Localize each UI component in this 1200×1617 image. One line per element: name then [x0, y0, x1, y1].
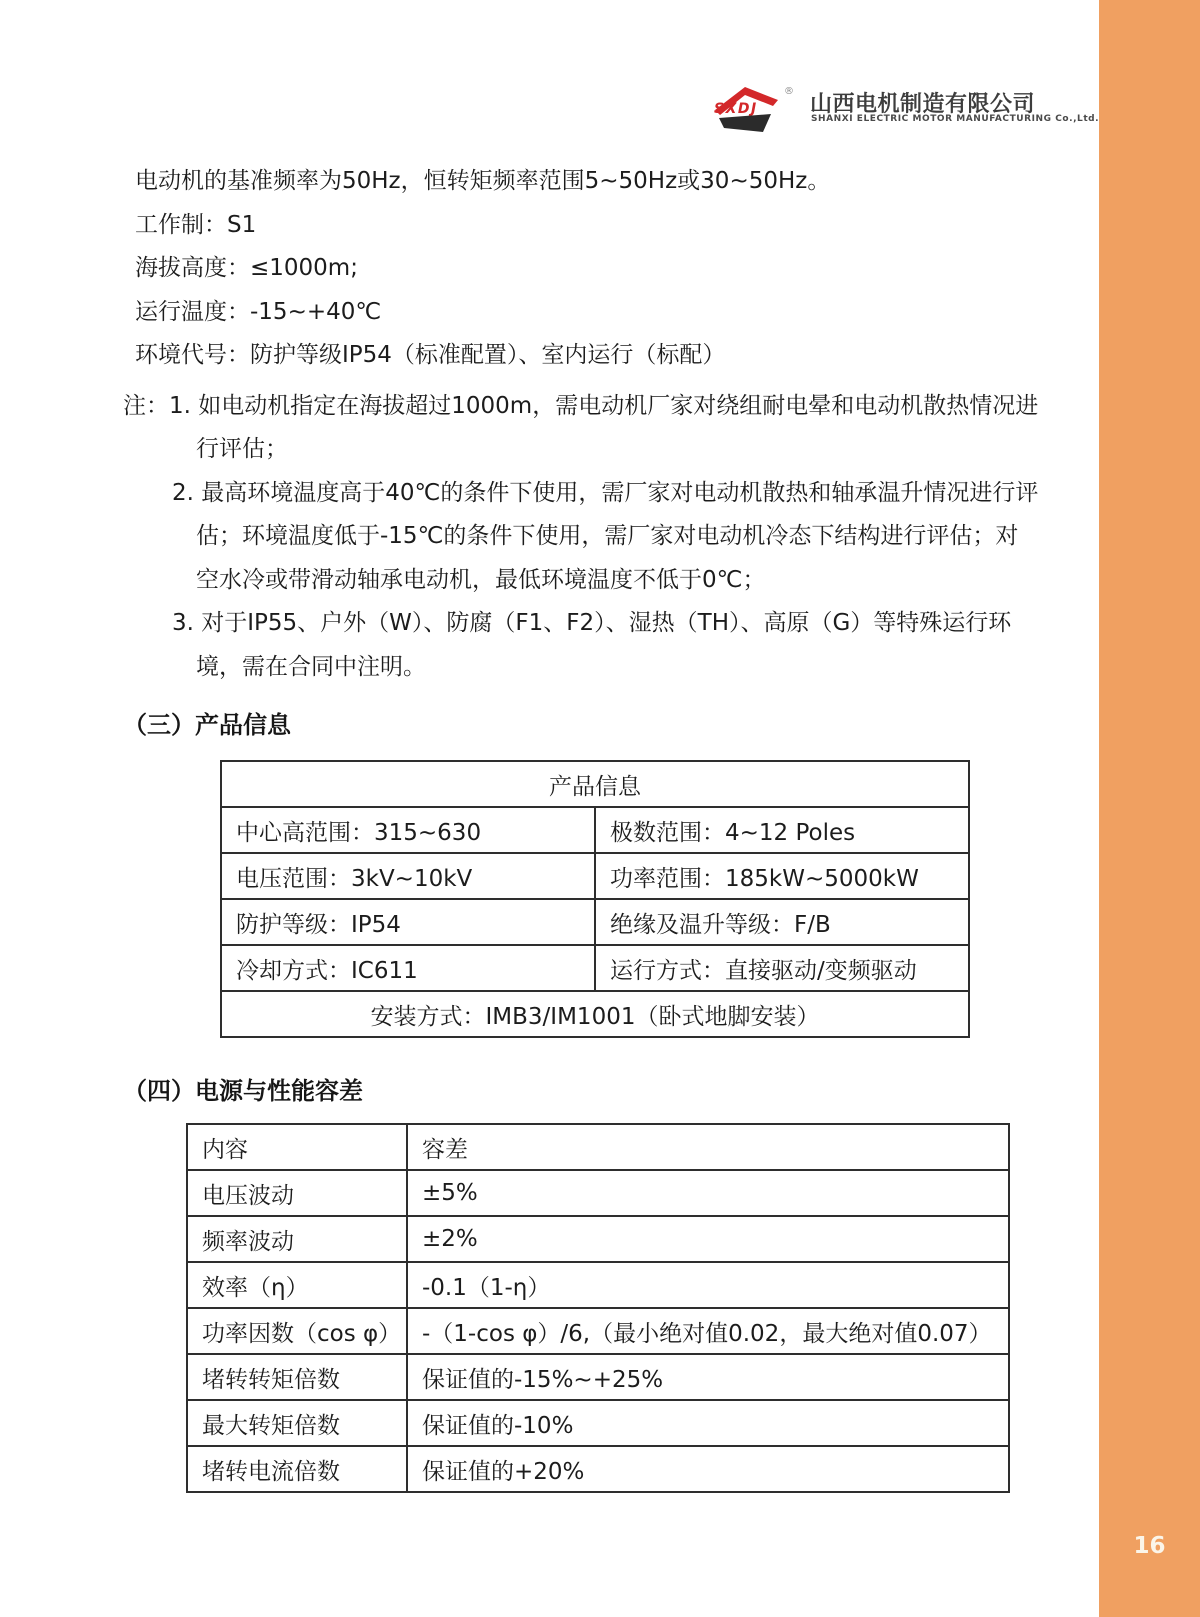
cell-max-torque-label: 最大转矩倍数 — [187, 1400, 407, 1446]
cell-power-factor-value: -（1-cos φ）/6,（最小绝对值0.02，最大绝对值0.07） — [407, 1308, 1009, 1354]
note-2-line-2: 估；环境温度低于-15℃的条件下使用，需厂家对电动机冷态下结构进行评估；对 — [196, 523, 1019, 549]
note-3-line-2: 境，需在合同中注明。 — [196, 653, 426, 680]
tolerance-table — [186, 1123, 1010, 1493]
note-2-line-1: 2. 最高环境温度高于40℃的条件下使用，需厂家对电动机散热和轴承温升情况进行评 — [172, 479, 1039, 506]
table-row — [187, 1216, 1009, 1262]
cell-insulation: 绝缘及温升等级：F/B — [595, 899, 969, 945]
page-number: 16 — [1133, 1533, 1166, 1559]
cell-efficiency-label: 效率（η） — [187, 1262, 407, 1308]
table-row — [221, 807, 969, 853]
spec-line-temperature: 运行温度：-15~+40℃ — [135, 298, 382, 325]
sxdj-logo-icon — [700, 82, 800, 140]
cell-voltage-range: 电压范围：3kV~10kV — [221, 853, 595, 899]
note-1-line-1: 注：1. 如电动机指定在海拔超过1000m，需电动机厂家对绕组耐电晕和电动机散热情况进 — [123, 392, 1039, 419]
table-row — [221, 945, 969, 991]
cell-locked-rotor-current-value: 保证值的+20% — [407, 1446, 1009, 1492]
cell-efficiency-value: -0.1（1-η） — [407, 1262, 1009, 1308]
table-row — [187, 1446, 1009, 1492]
table-row — [187, 1262, 1009, 1308]
spec-line-environment: 环境代号：防护等级IP54（标准配置）、室内运行（标配） — [135, 342, 726, 368]
cell-locked-rotor-torque-value: 保证值的-15%~+25% — [407, 1354, 1009, 1400]
cell-voltage-fluctuation-value: ±5% — [407, 1170, 1009, 1216]
product-info-table — [220, 760, 970, 1038]
registered-trademark-icon: ® — [784, 86, 794, 97]
company-name-en: SHANXI ELECTRIC MOTOR MANUFACTURING Co.,Ltd. — [811, 114, 1100, 124]
cell-protection: 防护等级：IP54 — [221, 899, 595, 945]
table-row — [187, 1354, 1009, 1400]
header-tolerance: 容差 — [407, 1124, 1009, 1170]
company-name-cn: 山西电机制造有限公司 — [810, 92, 1036, 117]
cell-pole-range: 极数范围：4~12 Poles — [595, 807, 969, 853]
spec-line-duty: 工作制：S1 — [135, 211, 257, 238]
cell-locked-rotor-torque-label: 堵转转矩倍数 — [187, 1354, 407, 1400]
cell-max-torque-value: 保证值的-10% — [407, 1400, 1009, 1446]
page-side-band — [1099, 0, 1200, 1617]
table-row — [187, 1400, 1009, 1446]
note-3-line-1: 3. 对于IP55、户外（W）、防腐（F1、F2）、湿热（TH）、高原（G）等特殊运行环 — [172, 610, 1012, 636]
logo-mark-text: SXDJ — [714, 101, 758, 117]
cell-power-factor-label: 功率因数（cos φ） — [187, 1308, 407, 1354]
cell-frequency-fluctuation-label: 频率波动 — [187, 1216, 407, 1262]
spec-line-frequency: 电动机的基准频率为50Hz，恒转矩频率范围5~50Hz或30~50Hz。 — [135, 168, 831, 194]
table-row — [187, 1170, 1009, 1216]
table-row — [187, 1308, 1009, 1354]
body-text — [123, 160, 1085, 689]
table-row — [221, 853, 969, 899]
table-row — [221, 761, 969, 807]
table-row — [221, 899, 969, 945]
table-header-row — [187, 1124, 1009, 1170]
cell-frequency-fluctuation-value: ±2% — [407, 1216, 1009, 1262]
header-content: 内容 — [187, 1124, 407, 1170]
spec-line-altitude: 海拔高度：≤1000m; — [135, 255, 358, 281]
cell-power-range: 功率范围：185kW~5000kW — [595, 853, 969, 899]
section-4-heading: （四）电源与性能容差 — [123, 1077, 363, 1105]
cell-drive-mode: 运行方式：直接驱动/变频驱动 — [595, 945, 969, 991]
cell-center-height: 中心高范围：315~630 — [221, 807, 595, 853]
note-2-line-3: 空水冷或带滑动轴承电动机，最低环境温度不低于0℃； — [196, 566, 766, 593]
product-table-title: 产品信息 — [221, 761, 969, 807]
note-1-line-2: 行评估； — [196, 436, 288, 462]
cell-mounting: 安装方式：IMB3/IM1001（卧式地脚安装） — [221, 991, 969, 1037]
cell-voltage-fluctuation-label: 电压波动 — [187, 1170, 407, 1216]
cell-cooling: 冷却方式：IC611 — [221, 945, 595, 991]
cell-locked-rotor-current-label: 堵转电流倍数 — [187, 1446, 407, 1492]
section-3-heading: （三）产品信息 — [123, 711, 291, 739]
notes-block — [123, 385, 1085, 690]
table-row — [221, 991, 969, 1037]
